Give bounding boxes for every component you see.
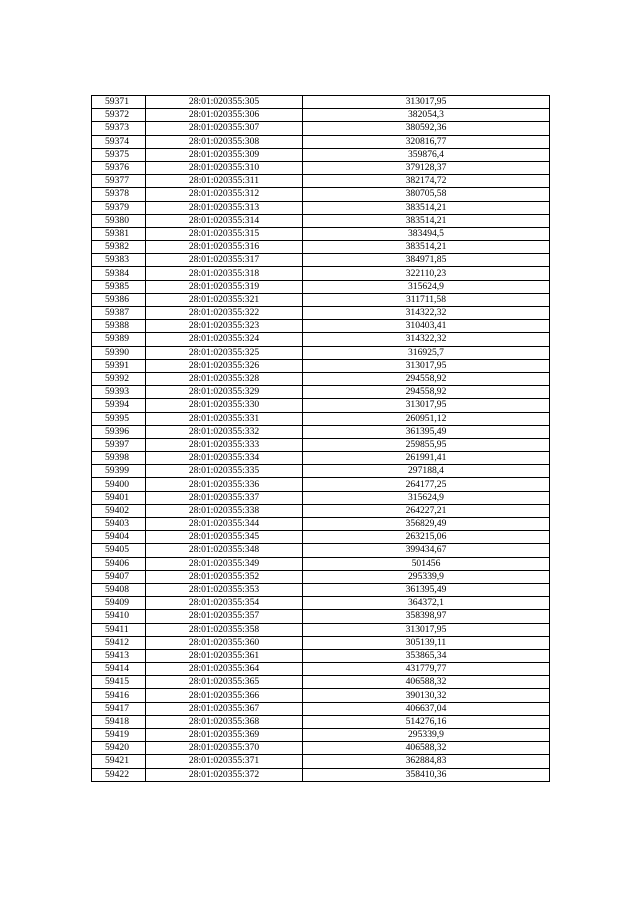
table-row	[92, 188, 550, 201]
row-number-cell: 59396	[92, 425, 146, 438]
table-row	[92, 412, 550, 425]
cadastral-value-cell: 353865,34	[303, 649, 550, 662]
row-number-cell: 59394	[92, 399, 146, 412]
cadastral-value-cell: 501456	[303, 557, 550, 570]
cadastral-number-cell: 28:01:020355:326	[146, 359, 303, 372]
cadastral-number-cell: 28:01:020355:345	[146, 531, 303, 544]
cadastral-value-cell: 383514,21	[303, 241, 550, 254]
cadastral-number-cell: 28:01:020355:335	[146, 465, 303, 478]
cadastral-value-cell: 356829,49	[303, 518, 550, 531]
cadastral-number-cell: 28:01:020355:325	[146, 346, 303, 359]
cadastral-value-cell: 320816,77	[303, 135, 550, 148]
cadastral-value-cell: 264227,21	[303, 504, 550, 517]
cadastral-number-cell: 28:01:020355:317	[146, 254, 303, 267]
cadastral-value-cell: 259855,95	[303, 438, 550, 451]
cadastral-number-cell: 28:01:020355:348	[146, 544, 303, 557]
cadastral-value-cell: 294558,92	[303, 372, 550, 385]
cadastral-value-cell: 310403,41	[303, 320, 550, 333]
cadastral-number-cell: 28:01:020355:369	[146, 729, 303, 742]
cadastral-number-cell: 28:01:020355:368	[146, 715, 303, 728]
cadastral-value-cell: 358410,36	[303, 768, 550, 781]
row-number-cell: 59375	[92, 148, 146, 161]
cadastral-number-cell: 28:01:020355:312	[146, 188, 303, 201]
row-number-cell: 59406	[92, 557, 146, 570]
cadastral-value-cell: 383494,5	[303, 227, 550, 240]
cadastral-value-cell: 297188,4	[303, 465, 550, 478]
cadastral-number-cell: 28:01:020355:370	[146, 742, 303, 755]
row-number-cell: 59414	[92, 663, 146, 676]
row-number-cell: 59371	[92, 96, 146, 109]
cadastral-value-cell: 260951,12	[303, 412, 550, 425]
row-number-cell: 59398	[92, 452, 146, 465]
row-number-cell: 59378	[92, 188, 146, 201]
table-row	[92, 689, 550, 702]
cadastral-number-cell: 28:01:020355:361	[146, 649, 303, 662]
cadastral-number-cell: 28:01:020355:319	[146, 280, 303, 293]
table-row	[92, 241, 550, 254]
table-row	[92, 346, 550, 359]
row-number-cell: 59372	[92, 109, 146, 122]
cadastral-value-cell: 382054,3	[303, 109, 550, 122]
cadastral-number-cell: 28:01:020355:354	[146, 597, 303, 610]
row-number-cell: 59379	[92, 201, 146, 214]
table-row	[92, 649, 550, 662]
row-number-cell: 59405	[92, 544, 146, 557]
cadastral-value-cell: 379128,37	[303, 161, 550, 174]
cadastral-value-cell: 406588,32	[303, 742, 550, 755]
table-row	[92, 504, 550, 517]
cadastral-number-cell: 28:01:020355:316	[146, 241, 303, 254]
cadastral-value-cell: 314322,32	[303, 307, 550, 320]
table-row	[92, 452, 550, 465]
table-row	[92, 135, 550, 148]
cadastral-number-cell: 28:01:020355:349	[146, 557, 303, 570]
cadastral-value-cell: 264177,25	[303, 478, 550, 491]
cadastral-number-cell: 28:01:020355:318	[146, 267, 303, 280]
cadastral-number-cell: 28:01:020355:353	[146, 583, 303, 596]
row-number-cell: 59401	[92, 491, 146, 504]
cadastral-value-cell: 406637,04	[303, 702, 550, 715]
cadastral-number-cell: 28:01:020355:310	[146, 161, 303, 174]
row-number-cell: 59392	[92, 372, 146, 385]
cadastral-value-cell: 361395,49	[303, 583, 550, 596]
row-number-cell: 59382	[92, 241, 146, 254]
table-row	[92, 122, 550, 135]
cadastral-number-cell: 28:01:020355:328	[146, 372, 303, 385]
cadastral-number-cell: 28:01:020355:366	[146, 689, 303, 702]
table-row	[92, 386, 550, 399]
row-number-cell: 59400	[92, 478, 146, 491]
cadastral-number-cell: 28:01:020355:314	[146, 214, 303, 227]
row-number-cell: 59412	[92, 636, 146, 649]
cadastral-number-cell: 28:01:020355:332	[146, 425, 303, 438]
cadastral-value-cell: 316925,7	[303, 346, 550, 359]
cadastral-value-cell: 383514,21	[303, 201, 550, 214]
table-row	[92, 214, 550, 227]
table-row	[92, 333, 550, 346]
table-row	[92, 623, 550, 636]
row-number-cell: 59415	[92, 676, 146, 689]
row-number-cell: 59376	[92, 161, 146, 174]
table-row	[92, 729, 550, 742]
row-number-cell: 59418	[92, 715, 146, 728]
cadastral-number-cell: 28:01:020355:315	[146, 227, 303, 240]
table-row	[92, 715, 550, 728]
cadastral-value-cell: 380705,58	[303, 188, 550, 201]
table-row	[92, 293, 550, 306]
table-row	[92, 280, 550, 293]
cadastral-number-cell: 28:01:020355:305	[146, 96, 303, 109]
row-number-cell: 59407	[92, 570, 146, 583]
cadastral-number-cell: 28:01:020355:372	[146, 768, 303, 781]
row-number-cell: 59389	[92, 333, 146, 346]
cadastral-number-cell: 28:01:020355:357	[146, 610, 303, 623]
row-number-cell: 59395	[92, 412, 146, 425]
cadastral-value-cell: 364372,1	[303, 597, 550, 610]
row-number-cell: 59421	[92, 755, 146, 768]
cadastral-number-cell: 28:01:020355:313	[146, 201, 303, 214]
table-row	[92, 359, 550, 372]
row-number-cell: 59390	[92, 346, 146, 359]
row-number-cell: 59417	[92, 702, 146, 715]
table-row	[92, 465, 550, 478]
table-row	[92, 755, 550, 768]
row-number-cell: 59419	[92, 729, 146, 742]
cadastral-value-cell: 380592,36	[303, 122, 550, 135]
table-row	[92, 544, 550, 557]
row-number-cell: 59391	[92, 359, 146, 372]
table-row	[92, 478, 550, 491]
cadastral-value-cell: 514276,16	[303, 715, 550, 728]
table-row	[92, 518, 550, 531]
cadastral-number-cell: 28:01:020355:311	[146, 175, 303, 188]
table-row	[92, 531, 550, 544]
cadastral-number-cell: 28:01:020355:309	[146, 148, 303, 161]
cadastral-value-cell: 261991,41	[303, 452, 550, 465]
row-number-cell: 59422	[92, 768, 146, 781]
table-row	[92, 491, 550, 504]
row-number-cell: 59381	[92, 227, 146, 240]
table-row	[92, 201, 550, 214]
cadastral-value-cell: 315624,9	[303, 280, 550, 293]
cadastral-value-cell: 305139,11	[303, 636, 550, 649]
row-number-cell: 59397	[92, 438, 146, 451]
cadastral-value-cell: 322110,23	[303, 267, 550, 280]
cadastral-value-cell: 313017,95	[303, 623, 550, 636]
row-number-cell: 59388	[92, 320, 146, 333]
cadastral-value-cell: 382174,72	[303, 175, 550, 188]
cadastral-number-cell: 28:01:020355:333	[146, 438, 303, 451]
table-row	[92, 254, 550, 267]
cadastral-number-cell: 28:01:020355:330	[146, 399, 303, 412]
cadastral-value-cell: 431779,77	[303, 663, 550, 676]
cadastral-value-cell: 313017,95	[303, 359, 550, 372]
cadastral-number-cell: 28:01:020355:308	[146, 135, 303, 148]
table-row	[92, 702, 550, 715]
table-row	[92, 307, 550, 320]
table-row	[92, 161, 550, 174]
table-body	[92, 96, 550, 782]
table-row	[92, 372, 550, 385]
cadastral-value-cell: 384971,85	[303, 254, 550, 267]
cadastral-value-cell: 406588,32	[303, 676, 550, 689]
table-row	[92, 636, 550, 649]
cadastral-value-table	[91, 95, 550, 782]
table-row	[92, 425, 550, 438]
cadastral-number-cell: 28:01:020355:358	[146, 623, 303, 636]
cadastral-value-cell: 313017,95	[303, 96, 550, 109]
table-row	[92, 570, 550, 583]
row-number-cell: 59385	[92, 280, 146, 293]
row-number-cell: 59403	[92, 518, 146, 531]
row-number-cell: 59409	[92, 597, 146, 610]
table-row	[92, 148, 550, 161]
row-number-cell: 59393	[92, 386, 146, 399]
row-number-cell: 59410	[92, 610, 146, 623]
cadastral-number-cell: 28:01:020355:306	[146, 109, 303, 122]
table-row	[92, 109, 550, 122]
row-number-cell: 59380	[92, 214, 146, 227]
table-row	[92, 438, 550, 451]
cadastral-number-cell: 28:01:020355:364	[146, 663, 303, 676]
row-number-cell: 59408	[92, 583, 146, 596]
row-number-cell: 59384	[92, 267, 146, 280]
row-number-cell: 59420	[92, 742, 146, 755]
cadastral-number-cell: 28:01:020355:329	[146, 386, 303, 399]
table-row	[92, 676, 550, 689]
cadastral-value-cell: 358398,97	[303, 610, 550, 623]
row-number-cell: 59374	[92, 135, 146, 148]
cadastral-value-cell: 313017,95	[303, 399, 550, 412]
cadastral-number-cell: 28:01:020355:360	[146, 636, 303, 649]
cadastral-value-cell: 362884,83	[303, 755, 550, 768]
cadastral-number-cell: 28:01:020355:322	[146, 307, 303, 320]
row-number-cell: 59373	[92, 122, 146, 135]
table-row	[92, 175, 550, 188]
cadastral-value-cell: 263215,06	[303, 531, 550, 544]
cadastral-value-cell: 383514,21	[303, 214, 550, 227]
cadastral-value-cell: 314322,32	[303, 333, 550, 346]
cadastral-number-cell: 28:01:020355:371	[146, 755, 303, 768]
cadastral-number-cell: 28:01:020355:367	[146, 702, 303, 715]
cadastral-number-cell: 28:01:020355:337	[146, 491, 303, 504]
table-row	[92, 320, 550, 333]
cadastral-value-cell: 390130,32	[303, 689, 550, 702]
cadastral-number-cell: 28:01:020355:321	[146, 293, 303, 306]
row-number-cell: 59383	[92, 254, 146, 267]
row-number-cell: 59404	[92, 531, 146, 544]
table-row	[92, 227, 550, 240]
cadastral-value-cell: 359876,4	[303, 148, 550, 161]
table-row	[92, 399, 550, 412]
table-row	[92, 742, 550, 755]
cadastral-number-cell: 28:01:020355:344	[146, 518, 303, 531]
cadastral-number-cell: 28:01:020355:365	[146, 676, 303, 689]
table-row	[92, 768, 550, 781]
table-row	[92, 557, 550, 570]
row-number-cell: 59387	[92, 307, 146, 320]
table-row	[92, 663, 550, 676]
cadastral-value-cell: 295339,9	[303, 570, 550, 583]
cadastral-value-cell: 315624,9	[303, 491, 550, 504]
table-row	[92, 610, 550, 623]
cadastral-value-cell: 311711,58	[303, 293, 550, 306]
row-number-cell: 59413	[92, 649, 146, 662]
table-row	[92, 96, 550, 109]
table-row	[92, 267, 550, 280]
cadastral-number-cell: 28:01:020355:331	[146, 412, 303, 425]
cadastral-number-cell: 28:01:020355:352	[146, 570, 303, 583]
row-number-cell: 59386	[92, 293, 146, 306]
row-number-cell: 59411	[92, 623, 146, 636]
row-number-cell: 59402	[92, 504, 146, 517]
cadastral-value-cell: 399434,67	[303, 544, 550, 557]
cadastral-value-cell: 295339,9	[303, 729, 550, 742]
cadastral-number-cell: 28:01:020355:323	[146, 320, 303, 333]
table-row	[92, 597, 550, 610]
table-row	[92, 583, 550, 596]
cadastral-number-cell: 28:01:020355:307	[146, 122, 303, 135]
cadastral-number-cell: 28:01:020355:336	[146, 478, 303, 491]
cadastral-value-cell: 361395,49	[303, 425, 550, 438]
cadastral-number-cell: 28:01:020355:338	[146, 504, 303, 517]
row-number-cell: 59399	[92, 465, 146, 478]
cadastral-number-cell: 28:01:020355:334	[146, 452, 303, 465]
row-number-cell: 59416	[92, 689, 146, 702]
cadastral-number-cell: 28:01:020355:324	[146, 333, 303, 346]
cadastral-value-cell: 294558,92	[303, 386, 550, 399]
row-number-cell: 59377	[92, 175, 146, 188]
